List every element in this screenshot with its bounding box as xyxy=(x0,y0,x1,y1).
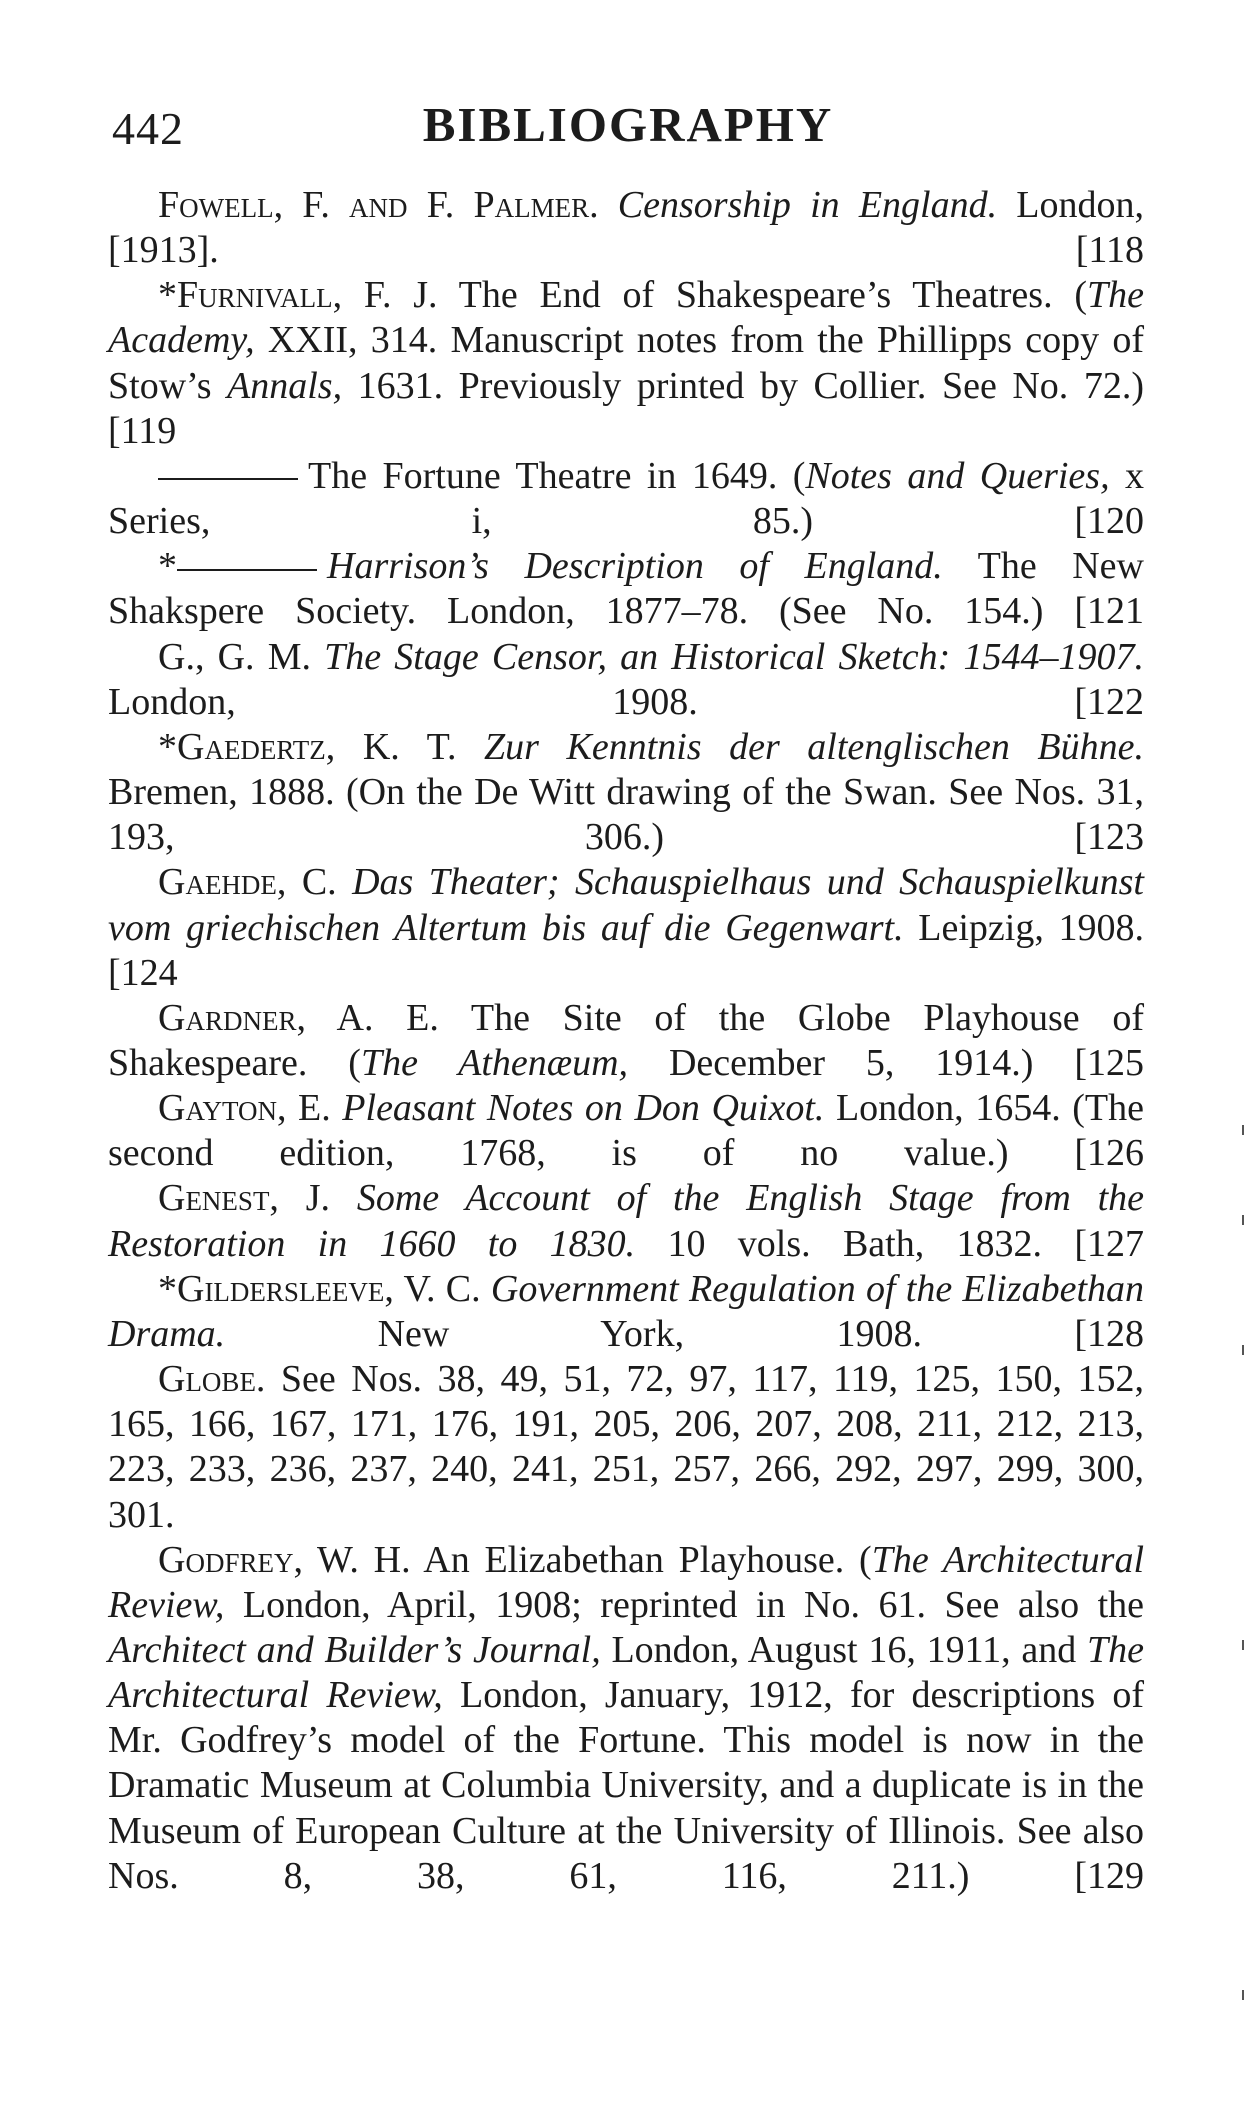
entry-text: An Elizabethan Playhouse. ( xyxy=(410,1538,872,1581)
entry-author: Gayton, E. xyxy=(158,1087,331,1130)
margin-mark xyxy=(1240,1345,1246,1355)
entry-author: *Gaedertz, K. T. xyxy=(158,725,457,768)
entry-number: [125 xyxy=(1074,1041,1144,1084)
entry-title: Government Regulation of the Elizabethan Drama. xyxy=(108,1267,1145,1355)
entry-title: Zur Kenntnis der altenglischen Bühne. xyxy=(484,725,1145,768)
entry-text: The New Shakspere Society. London, 1877–78. (See No. 154.) xyxy=(108,545,1144,633)
entry-number: [119 xyxy=(108,409,177,452)
entry-title: Censorship in England. xyxy=(617,184,998,226)
bibliography-entry xyxy=(108,544,1144,634)
entry-number: [128 xyxy=(1074,1312,1145,1355)
entry-journal: The Architectural Review, xyxy=(108,1538,1144,1626)
entry-text: New York, 1908. xyxy=(225,1312,922,1355)
bibliography-entry xyxy=(108,860,1144,995)
bibliography-entry xyxy=(108,1086,1144,1176)
bibliography-entry xyxy=(108,996,1144,1086)
bibliography-entry xyxy=(108,725,1144,860)
entry-text: 1631. Previously printed by Collier. See No. 72.) xyxy=(342,364,1144,407)
bibliography-text xyxy=(108,183,1144,1899)
bibliography-entry xyxy=(108,1176,1144,1266)
entry-journal: Notes and Queries, xyxy=(805,454,1110,497)
page-header xyxy=(108,96,1148,156)
entry-text: London, January, 1912, for descriptions of Mr. Godfrey’s model of the Fortune. This model is now in the Dramatic Museum at Columbia University, and a duplicate is in the Museum of European Culture at the University of Illinois. See also Nos. 8, 38, 61, 116, 211.) xyxy=(108,1674,1144,1897)
entry-author: Gardner, A. E. xyxy=(158,996,439,1039)
entry-title: Some Account of the English Stage from the Restoration in 1660 to 1830. xyxy=(108,1177,1144,1265)
entry-journal: The Academy, xyxy=(108,274,1144,362)
bibliography-entry xyxy=(108,1267,1144,1357)
entry-author: Globe. xyxy=(158,1358,266,1401)
entry-number: [118 xyxy=(1075,229,1144,272)
entry-author: G., G. M. xyxy=(158,635,311,678)
entry-journal: Architect and Builder’s Journal, xyxy=(108,1629,601,1671)
entry-text xyxy=(457,726,485,768)
entry-text: London, April, 1908; reprinted in No. 61. See also the xyxy=(224,1583,1144,1626)
entry-text xyxy=(330,1177,357,1219)
margin-mark xyxy=(1240,1640,1246,1650)
entry-text: December 5, 1914.) xyxy=(628,1041,1034,1084)
entry-text: The Site of the Globe Playhouse of Shakespeare. ( xyxy=(108,996,1144,1084)
entry-number: [121 xyxy=(1074,590,1144,633)
entry-author: Fowell, F. and F. Palmer. xyxy=(158,184,599,226)
entry-journal: The Architectural Review, xyxy=(108,1629,1144,1717)
entry-text xyxy=(311,636,324,678)
entry-title: Harrison’s Description of England. xyxy=(327,545,943,588)
entry-text: London, August 16, 1911, and xyxy=(600,1629,1087,1671)
entry-number: [127 xyxy=(1074,1222,1144,1265)
entry-title: Das Theater; Schauspielhaus und Schauspielkunst vom griechischen Altertum bis auf die Gegenwart. xyxy=(108,861,1144,949)
running-head-title: BIBLIOGRAPHY xyxy=(422,97,834,152)
margin-mark xyxy=(1240,1990,1246,2000)
entry-number: [126 xyxy=(1074,1132,1144,1175)
entry-title: Annals, xyxy=(227,364,343,407)
bibliography-entry xyxy=(108,1357,1144,1538)
entry-author: Gaehde, C. xyxy=(158,861,337,904)
entry-text: Bremen, 1888. (On the De Witt drawing of the Swan. See Nos. 31, 193, 306.) xyxy=(108,771,1144,859)
entry-author: Godfrey, W. H. xyxy=(158,1538,411,1581)
entry-title: Pleasant Notes on Don Quixot. xyxy=(342,1087,825,1130)
entry-text xyxy=(331,1087,343,1129)
entry-text xyxy=(337,861,352,903)
bibliography-entry xyxy=(108,454,1144,544)
entry-number: [123 xyxy=(1074,816,1144,859)
entry-author: *Furnivall, F. J. xyxy=(158,274,438,317)
bibliography-entry xyxy=(108,273,1144,454)
ditto-dash xyxy=(177,569,317,571)
asterisk-mark: * xyxy=(158,545,177,588)
entry-text xyxy=(481,1268,491,1310)
entry-text: The End of Shakespeare’s Theatres. ( xyxy=(437,274,1087,317)
entry-text: London, 1908. xyxy=(108,680,698,723)
margin-mark xyxy=(1240,1125,1246,1135)
entry-journal: The Athenæum, xyxy=(360,1041,629,1084)
entry-author: Genest, J. xyxy=(158,1177,331,1220)
entry-text: The Fortune Theatre in 1649. ( xyxy=(308,454,806,497)
ditto-dash xyxy=(158,478,298,480)
entry-number: [129 xyxy=(1074,1854,1144,1897)
entry-text: Leipzig, 1908. xyxy=(903,906,1145,949)
entry-text: 10 vols. Bath, 1832. xyxy=(635,1222,1043,1265)
page-number: 442 xyxy=(112,103,184,154)
entry-text: See Nos. 38, 49, 51, 72, 97, 117, 119, 125, 150, 152, 165, 166, 167, 171, 176, 191, 205, 206, 207, 208, 211, 212, 213, 223, 233, 236, 237, 240, 241, 251, 257, 266, 292, 297, 299, 300, 301. xyxy=(108,1358,1144,1536)
entry-text: London, [1913]. xyxy=(108,184,1144,272)
entry-title: The Stage Censor, an Historical Sketch: 1544–1907. xyxy=(324,635,1144,678)
entry-number: [122 xyxy=(1074,680,1144,723)
bibliography-entry xyxy=(108,635,1144,725)
bibliography-entry xyxy=(108,1538,1144,1899)
entry-text: x Series, i, 85.) xyxy=(108,454,1144,543)
entry-number: [124 xyxy=(108,951,178,994)
entry-number: [120 xyxy=(1074,500,1145,543)
entry-text: XXII, 314. Manuscript notes from the Phillipps copy of Stow’s xyxy=(108,319,1144,407)
margin-mark xyxy=(1240,1215,1246,1225)
entry-text xyxy=(599,184,618,226)
bibliography-entry xyxy=(108,183,1144,273)
entry-text: London, 1654. (The second edition, 1768, is of no value.) xyxy=(108,1087,1145,1175)
entry-author: *Gildersleeve, V. C. xyxy=(158,1267,481,1310)
